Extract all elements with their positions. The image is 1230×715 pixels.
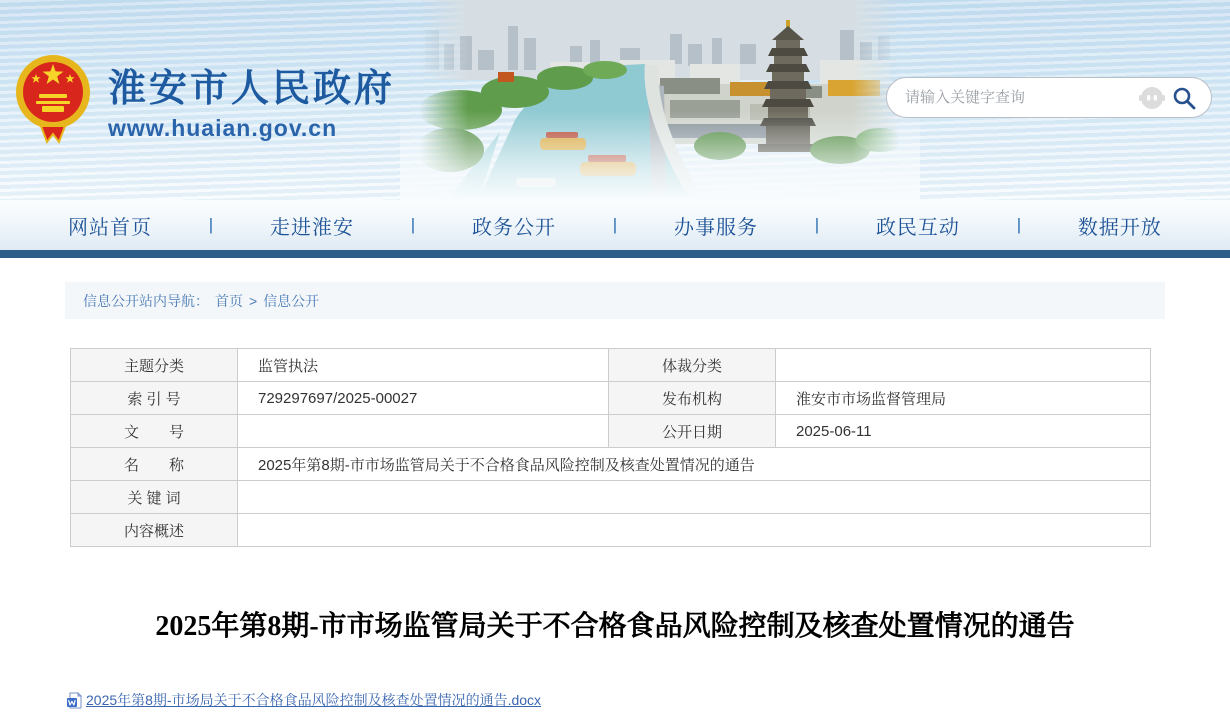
meta-label-publish-date: 公开日期 xyxy=(609,415,776,448)
nav-separator: | xyxy=(410,215,416,234)
breadcrumb xyxy=(65,282,1165,319)
nav-separator: | xyxy=(814,215,820,234)
meta-value-summary xyxy=(238,514,1151,547)
scenic-canal-illustration xyxy=(420,0,900,196)
table-row xyxy=(71,415,1151,448)
main-nav xyxy=(0,200,1230,250)
attachment-row xyxy=(66,690,1230,710)
site-logo-link[interactable] xyxy=(14,52,395,148)
nav-separator: | xyxy=(1016,215,1022,234)
meta-label-summary: 内容概述 xyxy=(71,514,238,547)
attachment-docx-link[interactable] xyxy=(66,690,541,710)
table-row xyxy=(71,481,1151,514)
meta-label-keywords: 关 键 词 xyxy=(71,481,238,514)
search-input[interactable] xyxy=(905,89,1137,106)
nav-item-interaction[interactable]: 政民互动 xyxy=(875,216,960,239)
meta-label-doc-number: 文 号 xyxy=(71,415,238,448)
pavilion xyxy=(498,72,514,82)
site-header xyxy=(0,0,1230,200)
breadcrumb-separator: > xyxy=(249,292,258,309)
nav-separator: | xyxy=(208,215,214,234)
breadcrumb-home-link[interactable]: 首页 xyxy=(215,292,243,309)
header-scenic-image xyxy=(420,0,900,196)
national-emblem-icon xyxy=(14,52,92,148)
attachment-name: 2025年第8期-市场局关于不合格食品风险控制及核查处置情况的通告.docx xyxy=(86,692,542,708)
table-row xyxy=(71,349,1151,382)
word-document-icon xyxy=(66,692,83,709)
breadcrumb-current-link[interactable]: 信息公开 xyxy=(263,292,320,309)
table-row xyxy=(71,514,1151,547)
meta-value-index-number: 729297697/2025-00027 xyxy=(238,382,609,415)
nav-item-services[interactable]: 办事服务 xyxy=(673,216,758,239)
site-identity xyxy=(108,52,395,142)
main-content xyxy=(0,282,1230,710)
breadcrumb-prefix: 信息公开站内导航： xyxy=(83,292,209,309)
nav-item-gov-affairs[interactable]: 政务公开 xyxy=(471,216,556,239)
document-meta-table xyxy=(70,348,1151,547)
site-name: 淮安市人民政府 xyxy=(108,68,396,110)
meta-value-title: 2025年第8期-市市场监管局关于不合格食品风险控制及核查处置情况的通告 xyxy=(238,448,1151,481)
search-icon xyxy=(1171,85,1197,111)
meta-label-issuing-agency: 发布机构 xyxy=(609,382,776,415)
voice-assistant-button[interactable] xyxy=(1137,83,1167,113)
nav-separator: | xyxy=(612,215,618,234)
meta-value-doc-number xyxy=(238,415,609,448)
meta-value-topic-category: 监管执法 xyxy=(238,349,609,382)
nav-item-home[interactable]: 网站首页 xyxy=(68,216,152,239)
meta-value-issuing-agency: 淮安市市场监督管理局 xyxy=(776,382,1151,415)
nav-item-open-data[interactable]: 数据开放 xyxy=(1077,216,1162,239)
site-url: www.huaian.gov.cn xyxy=(108,114,338,141)
table-row xyxy=(71,382,1151,415)
nav-item-about-huaian[interactable]: 走进淮安 xyxy=(269,216,354,239)
meta-value-genre-category xyxy=(776,349,1151,382)
meta-value-keywords xyxy=(238,481,1151,514)
meta-label-genre-category: 体裁分类 xyxy=(609,349,776,382)
meta-value-publish-date: 2025-06-11 xyxy=(776,415,1151,448)
nav-divider-bar xyxy=(0,250,1230,258)
page-title: 2025年第8期-市市场监管局关于不合格食品风险控制及核查处置情况的通告 xyxy=(155,611,1075,642)
search-submit-button[interactable] xyxy=(1167,81,1201,115)
meta-label-title: 名 称 xyxy=(71,448,238,481)
search-box xyxy=(886,77,1212,118)
meta-label-topic-category: 主题分类 xyxy=(71,349,238,382)
meta-label-index-number: 索 引 号 xyxy=(71,382,238,415)
robot-assistant-icon xyxy=(1138,84,1166,112)
table-row xyxy=(71,448,1151,481)
